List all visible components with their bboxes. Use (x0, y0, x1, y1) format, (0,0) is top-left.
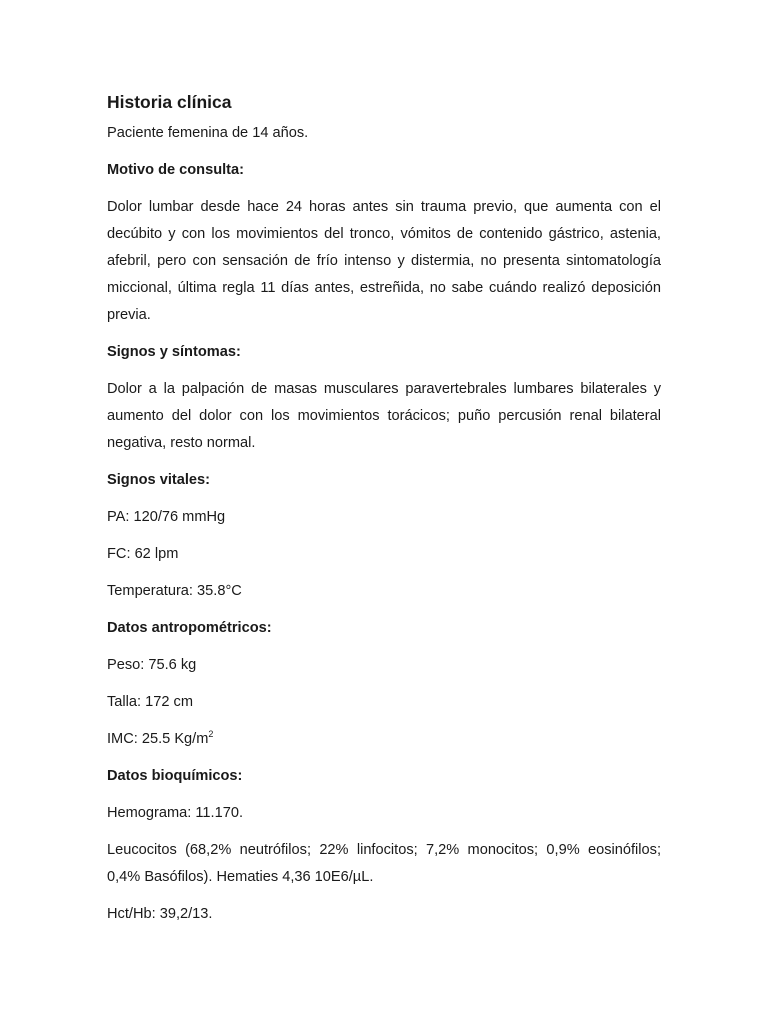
imc-superscript: 2 (208, 729, 214, 740)
antropo-heading: Datos antropométricos: (107, 620, 272, 636)
imc-value (107, 726, 661, 753)
imc-text: IMC: 25.5 Kg/m (107, 731, 209, 747)
signos-text: Dolor a la palpación de masas musculares paravertebrales lumbares bilaterales y aumento del dolor con los movimientos torácicos; puño percusión renal bilateral negativa, resto normal. (107, 381, 661, 451)
leucocitos-text: Leucocitos (68,2% neutrófilos; 22% linfocitos; 7,2% monocitos; 0,9% eosinófilos; 0,4% Basófilos). Hematies 4,36 10E6/µL. (107, 842, 661, 885)
pa-value: PA: 120/76 mmHg (107, 509, 226, 525)
signos-heading: Signos y síntomas: (107, 344, 241, 360)
document-title: Historia clínica (107, 92, 232, 112)
vitales-heading: Signos vitales: (107, 472, 210, 488)
motivo-heading: Motivo de consulta: (107, 162, 245, 178)
bioq-heading: Datos bioquímicos: (107, 768, 243, 784)
peso-value: Peso: 75.6 kg (107, 657, 197, 673)
hemograma-value: Hemograma: 11.170. (107, 805, 244, 821)
talla-value: Talla: 172 cm (107, 694, 193, 710)
temperature-value: Temperatura: 35.8°C (107, 583, 242, 599)
motivo-text: Dolor lumbar desde hace 24 horas antes sin trauma previo, que aumenta con el decúbito y con los movimientos del tronco, vómitos de contenido gástrico, astenia, afebril, pero con sensación de frío intenso y distermia, no presenta sintomatología miccional, última regla 11 días antes, estreñida, no sabe cuándo realizó deposición previa. (107, 199, 661, 323)
fc-value: FC: 62 lpm (107, 546, 179, 562)
patient-line: Paciente femenina de 14 años. (107, 125, 309, 141)
hct-value: Hct/Hb: 39,2/13. (107, 906, 213, 922)
